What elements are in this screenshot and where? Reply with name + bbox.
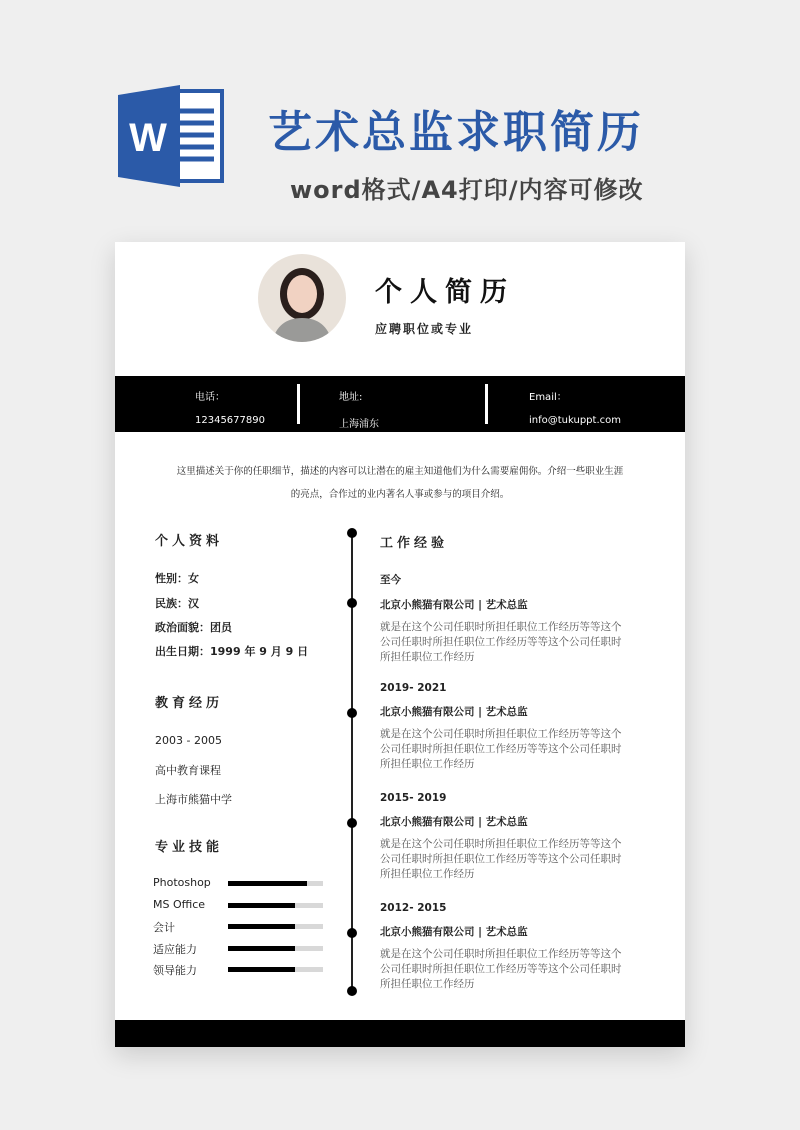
timeline-dot — [347, 528, 357, 538]
position-label: 应聘职位或专业 — [375, 322, 474, 336]
skill-bar — [228, 924, 323, 929]
job-company: 北京小熊猫有限公司 | 艺术总监 — [380, 599, 528, 611]
word-icon — [118, 85, 226, 187]
job-period: 至今 — [380, 574, 401, 586]
timeline-dot — [347, 598, 357, 608]
job-period: 2019- 2021 — [380, 682, 447, 694]
personal-heading: 个人资料 — [155, 534, 224, 549]
summary-line: 的亮点，合作过的业内著名人事或参与的项目介绍。 — [290, 489, 510, 500]
skill-bar — [228, 967, 323, 972]
summary — [155, 460, 645, 506]
job-company: 北京小熊猫有限公司 | 艺术总监 — [380, 816, 528, 828]
skill-bar-fill — [228, 881, 307, 886]
job-entry — [380, 792, 630, 882]
personal-item: 性别：女 — [155, 572, 199, 585]
personal-item: 政治面貌：团员 — [155, 621, 232, 634]
job-company: 北京小熊猫有限公司 | 艺术总监 — [380, 926, 528, 938]
work-heading: 工作经验 — [380, 536, 449, 551]
divider — [297, 384, 300, 424]
job-company: 北京小熊猫有限公司 | 艺术总监 — [380, 706, 528, 718]
contact-email — [529, 388, 621, 426]
personal-item: 民族：汉 — [155, 597, 199, 610]
timeline-dot — [347, 708, 357, 718]
contact-phone — [195, 388, 265, 426]
education-heading: 教育经历 — [155, 696, 224, 711]
timeline-dot — [347, 986, 357, 996]
education-item: 2003 - 2005 — [155, 734, 222, 747]
skill-name: Photoshop — [153, 876, 211, 889]
contact-value: 上海浦东 — [339, 419, 379, 430]
job-entry — [380, 572, 630, 665]
timeline-dot — [347, 928, 357, 938]
timeline-dot — [347, 818, 357, 828]
contact-value: 12345677890 — [195, 415, 265, 426]
job-description: 就是在这个公司任职时所担任职位工作经历等等这个公司任职时所担任职位工作经历等等这个公司任职时所担任职位工作经历 — [380, 728, 622, 770]
skill-name: MS Office — [153, 897, 206, 911]
summary-line: 这里描述关于你的任职细节，描述的内容可以让潜在的雇主知道他们为什么需要雇佣你。介绍一些职业生涯 — [176, 466, 624, 477]
skill-bar — [228, 881, 323, 886]
svg-text:W: W — [129, 116, 167, 160]
contact-label: Email： — [529, 392, 567, 403]
job-period: 2012- 2015 — [380, 902, 447, 914]
contact-label: 电话： — [195, 392, 225, 403]
skill-name: 领导能力 — [153, 964, 197, 977]
skill-bar-fill — [228, 924, 295, 929]
banner-title: 艺术总监求职简历 — [268, 107, 644, 158]
skill-bar-fill — [228, 903, 295, 908]
skill-bar-fill — [228, 946, 295, 951]
skill-name: 会计 — [153, 921, 175, 934]
contact-value: info@tukuppt.com — [529, 415, 621, 426]
education-item: 上海市熊猫中学 — [155, 793, 232, 806]
skill-bar — [228, 946, 323, 951]
contact-bar — [115, 376, 685, 432]
skill-name: 适应能力 — [153, 942, 197, 956]
skill-bar — [228, 903, 323, 908]
job-entry — [380, 682, 630, 772]
skill-bar-fill — [228, 967, 295, 972]
job-entry — [380, 902, 630, 992]
contact-address — [339, 388, 379, 430]
avatar — [258, 254, 346, 342]
education-item: 高中教育课程 — [155, 764, 221, 777]
job-period: 2015- 2019 — [380, 792, 447, 804]
skills-heading: 专业技能 — [155, 840, 224, 855]
divider — [485, 384, 488, 424]
footer-bar — [115, 1020, 685, 1047]
resume-title: 个人简历 — [375, 277, 515, 308]
resume-page — [115, 242, 685, 1047]
banner-subtitle: word格式/A4打印/内容可修改 — [290, 176, 644, 204]
contact-label: 地址: — [339, 392, 363, 403]
personal-item: 出生日期：1999 年 9 月 9 日 — [155, 645, 309, 658]
job-description: 就是在这个公司任职时所担任职位工作经历等等这个公司任职时所担任职位工作经历等等这个公司任职时所担任职位工作经历 — [380, 948, 622, 990]
job-description: 就是在这个公司任职时所担任职位工作经历等等这个公司任职时所担任职位工作经历等等这个公司任职时所担任职位工作经历 — [380, 621, 622, 663]
job-description: 就是在这个公司任职时所担任职位工作经历等等这个公司任职时所担任职位工作经历等等这个公司任职时所担任职位工作经历 — [380, 838, 622, 880]
